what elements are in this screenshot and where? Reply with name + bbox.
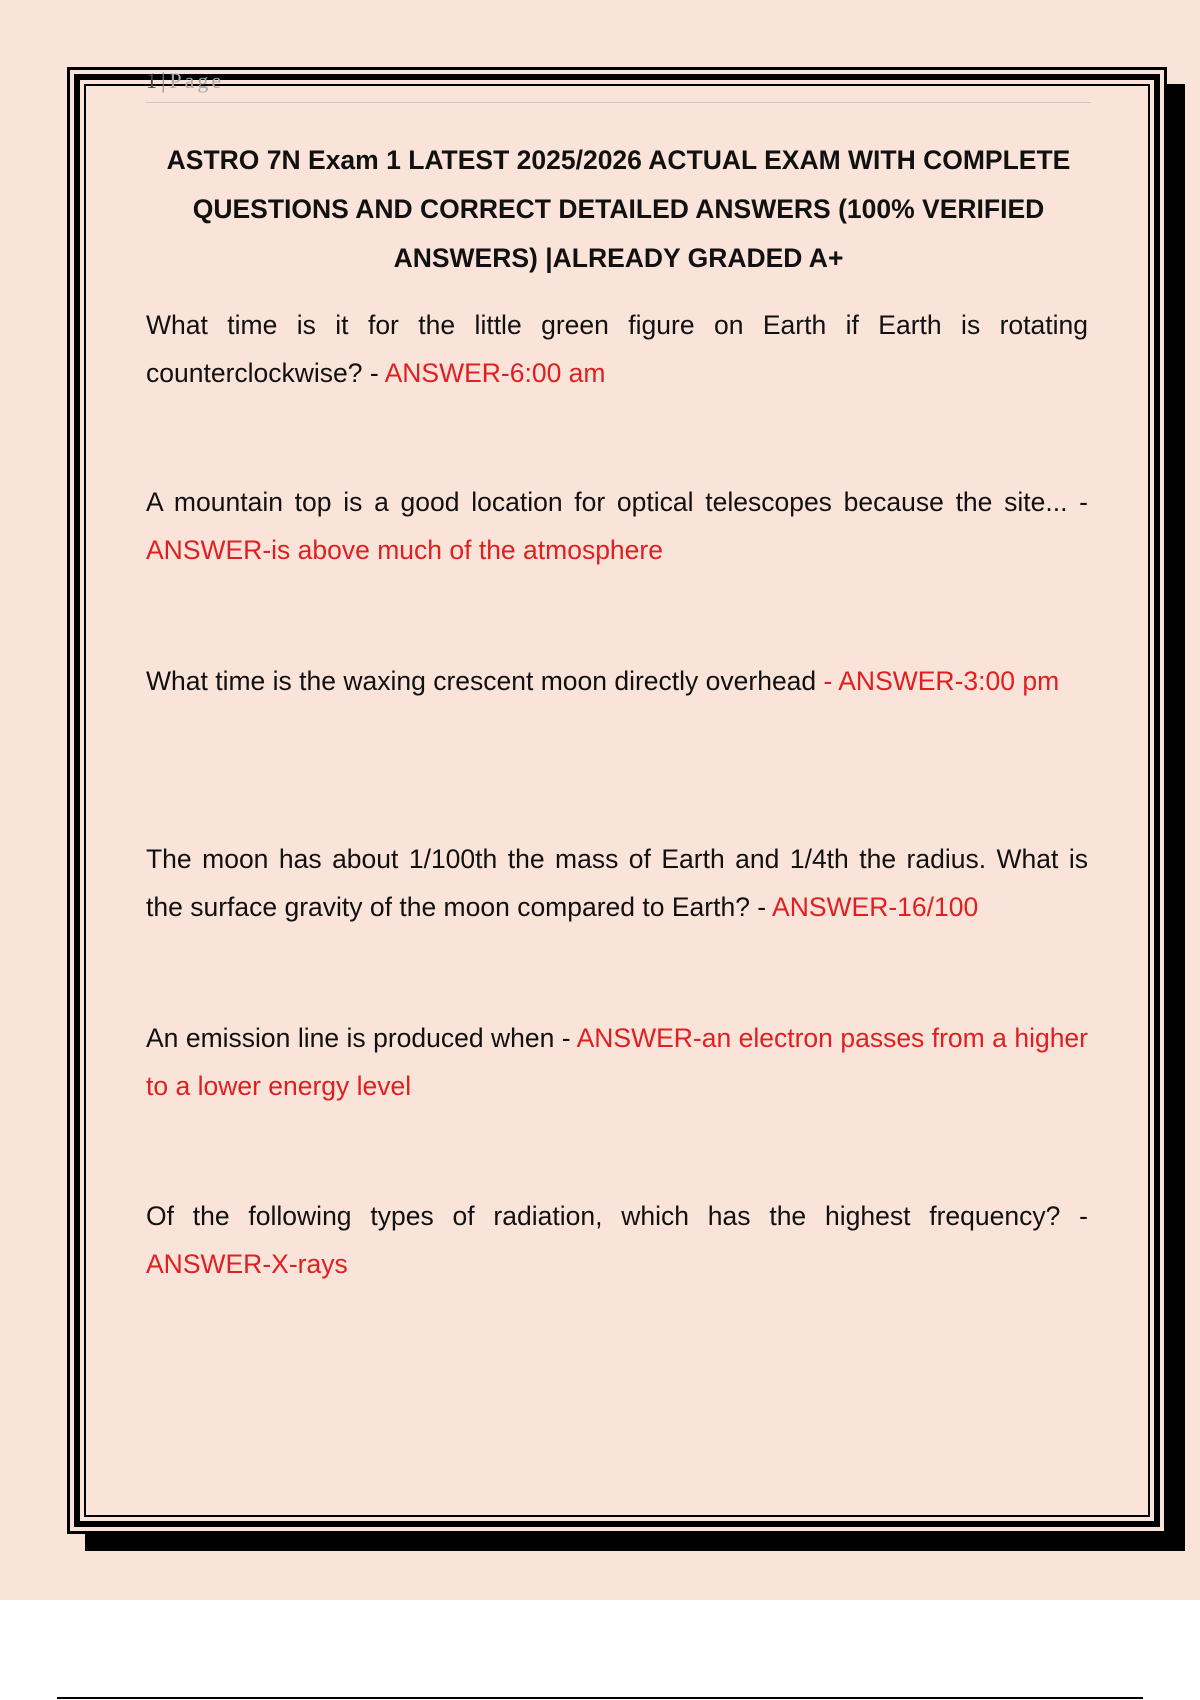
- question-text: Of the following types of radiation, which has the highest frequency? -: [146, 1201, 1088, 1231]
- question-text: What time is it for the little green figure on Earth if Earth is rotating counterclockwise? -: [146, 310, 1088, 388]
- question-text: An emission line is produced when -: [146, 1023, 577, 1053]
- page-word: Page: [169, 72, 225, 93]
- question-text: A mountain top is a good location for optical telescopes because the site... -: [146, 487, 1088, 517]
- page-border-middle: [74, 74, 1160, 1527]
- question-text: The moon has about 1/100th the mass of Earth and 1/4th the radius. What is the surface gravity of the moon compared to Earth? -: [146, 844, 1088, 922]
- qa-item: [146, 301, 1088, 397]
- answer-text: - ANSWER-3:00 pm: [823, 666, 1060, 696]
- qa-item: [146, 835, 1088, 931]
- answer-text: ANSWER-an electron passes from a higher to a lower energy level: [146, 1023, 1088, 1101]
- page-header: [146, 72, 1091, 103]
- qa-item: [146, 478, 1088, 574]
- answer-text: ANSWER-is above much of the atmosphere: [146, 535, 663, 565]
- page-divider: [57, 1697, 1143, 1699]
- page-border-inner: [84, 84, 1150, 1517]
- answer-text: ANSWER-X-rays: [146, 1249, 348, 1279]
- question-text: What time is the waxing crescent moon directly overhead: [146, 666, 824, 696]
- qa-item: [146, 1192, 1088, 1288]
- page-number: 1: [146, 72, 157, 93]
- page-number-separator: |: [161, 72, 166, 93]
- document-title: ASTRO 7N Exam 1 LATEST 2025/2026 ACTUAL EXAM WITH COMPLETE QUESTIONS AND CORRECT DETAILED ANSWERS (100% VERIFIED ANSWERS) |ALREADY GRADED A+: [166, 145, 1071, 273]
- answer-text: ANSWER-6:00 am: [384, 358, 606, 388]
- qa-item: [146, 657, 1088, 705]
- qa-item: [146, 1014, 1088, 1110]
- answer-text: ANSWER-16/100: [772, 892, 979, 922]
- page-number-label: [146, 72, 224, 94]
- page-border: [67, 67, 1167, 1534]
